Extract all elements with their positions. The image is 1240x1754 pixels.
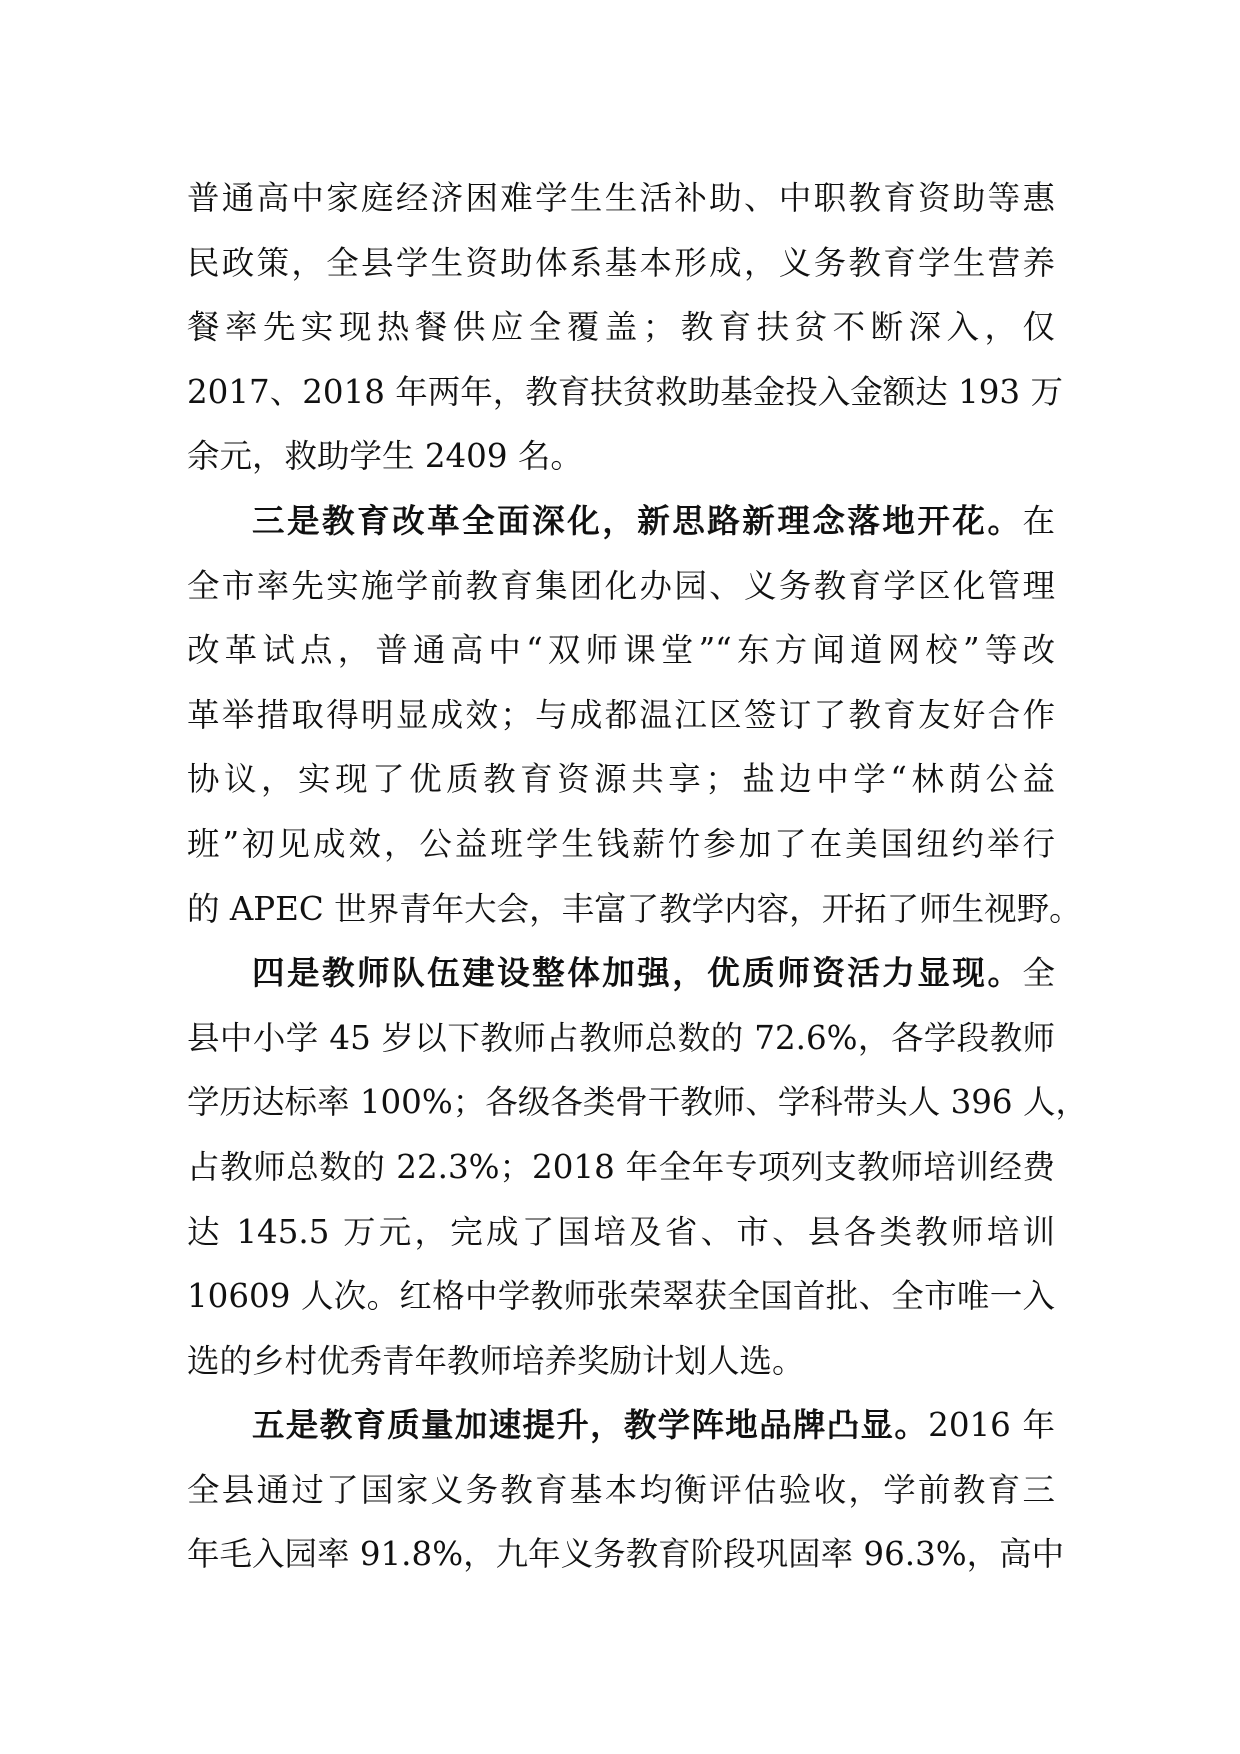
text-line: 全县通过了国家义务教育基本均衡评估验收，学前教育三: [187, 1470, 1055, 1509]
text-line: 班”初见成效，公益班学生钱薪竹参加了在美国纽约举行: [187, 824, 1055, 863]
text-line: 协议，实现了优质教育资源共享；盐边中学“林荫公益: [187, 760, 1055, 799]
text-line: 普通高中家庭经济困难学生生活补助、中职教育资助等惠: [187, 179, 1055, 217]
paragraph-first-line: [187, 941, 1055, 1006]
text-fragment: 在: [1022, 501, 1055, 540]
text-line: 餐率先实现热餐供应全覆盖；教育扶贫不断深入，仅: [187, 308, 1055, 347]
text-fragment: 2016 年: [928, 1406, 1055, 1445]
text-line: 余元，救助学生 2409 名。: [187, 437, 583, 476]
text-line: 民政策，全县学生资助体系基本形成，义务教育学生营养: [187, 243, 1055, 282]
paragraph-heading: 五是教育质量加速提升，教学阵地品牌凸显。: [252, 1406, 929, 1445]
text-line: 学历达标率 100%；各级各类骨干教师、学科带头人 396 人，: [187, 1083, 1088, 1122]
text-line: 的 APEC 世界青年大会，丰富了教学内容，开拓了师生视野。: [187, 889, 1082, 928]
text-line: 县中小学 45 岁以下教师占教师总数的 72.6%，各学段教师: [187, 1018, 1055, 1057]
paragraph-education-reform: [187, 489, 1082, 941]
paragraph-heading: 四是教师队伍建设整体加强，优质师资活力显现。: [252, 954, 1023, 993]
paragraph-heading: 三是教育改革全面深化，新思路新理念落地开花。: [252, 501, 1023, 540]
paragraph-first-line: [187, 1393, 1055, 1458]
text-line: 年毛入园率 91.8%，九年义务教育阶段巩固率 96.3%，高中: [187, 1535, 1065, 1574]
paragraph-first-line: [187, 489, 1055, 554]
body-text: [187, 166, 1088, 1587]
text-line: 占教师总数的 22.3%；2018 年全年专项列支教师培训经费: [187, 1147, 1055, 1186]
text-line: 改革试点，普通高中“双师课堂”“东方闻道网校”等改: [187, 631, 1055, 670]
paragraph-education-quality: [187, 1393, 1065, 1587]
text-fragment: 全: [1022, 954, 1055, 993]
text-line: 全市率先实施学前教育集团化办园、义务教育学区化管理: [187, 566, 1055, 605]
text-line: 达 145.5 万元，完成了国培及省、市、县各类教师培训: [187, 1212, 1055, 1251]
text-line: 选的乡村优秀青年教师培养奖励计划人选。: [187, 1341, 805, 1380]
text-line: 10609 人次。红格中学教师张荣翠获全国首批、全市唯一入: [187, 1277, 1055, 1316]
paragraph-continuation: [187, 166, 1063, 489]
text-line: 革举措取得明显成效；与成都温江区签订了教育友好合作: [187, 695, 1055, 734]
text-line: 2017、2018 年两年，教育扶贫救助基金投入金额达 193 万: [187, 372, 1063, 411]
paragraph-teacher-team: [187, 941, 1088, 1393]
